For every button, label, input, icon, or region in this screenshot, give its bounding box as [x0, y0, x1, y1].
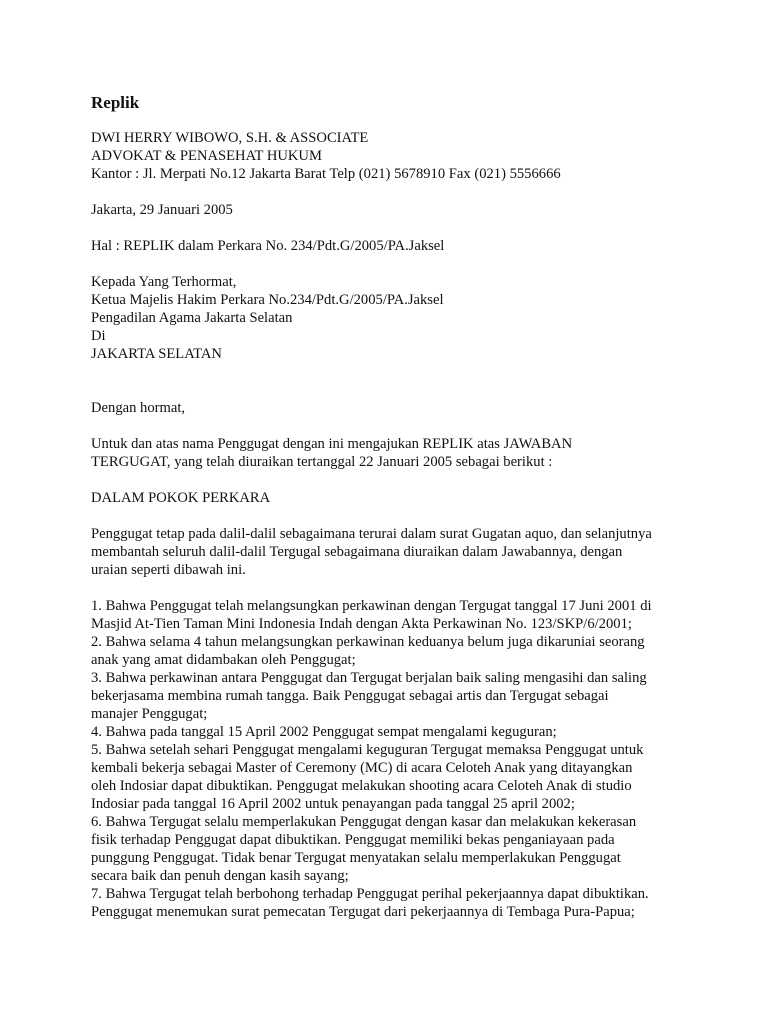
points-list	[91, 597, 731, 921]
recipient-line: Di	[91, 328, 106, 344]
opening-line: uraian seperti dibawah ini.	[91, 562, 246, 578]
recipient-line: JAKARTA SELATAN	[91, 346, 222, 362]
point-line: 2. Bahwa selama 4 tahun melangsungkan perkawinan keduanya belum juga dikaruniai seorang	[91, 634, 645, 650]
opening-paragraph	[91, 525, 731, 579]
letterhead	[91, 129, 731, 183]
point-line: 1. Bahwa Penggugat telah melangsungkan perkawinan dengan Tergugat tanggal 17 Juni 2001 di	[91, 598, 652, 614]
firm-address: Kantor : Jl. Merpati No.12 Jakarta Barat Telp (021) 5678910 Fax (021) 5556666	[91, 166, 561, 182]
section-heading: DALAM POKOK PERKARA	[91, 490, 271, 506]
intro-paragraph	[91, 435, 731, 471]
point-line: kembali bekerja sebagai Master of Ceremony (MC) di acara Celoteh Anak yang ditayangkan	[91, 760, 633, 776]
point-line: bekerjasama membina rumah tangga. Baik Penggugat sebagai artis dan Tergugat sebagai	[91, 688, 609, 704]
intro-line: Untuk dan atas nama Penggugat dengan ini mengajukan REPLIK atas JAWABAN	[91, 436, 573, 452]
recipient-line: Pengadilan Agama Jakarta Selatan	[91, 310, 293, 326]
point-line: Indosiar pada tanggal 16 April 2002 untuk penayangan pada tanggal 25 april 2002;	[91, 796, 575, 812]
point-line: oleh Indosiar dapat dibuktikan. Penggugat melakukan shooting acara Celoteh Anak di studio	[91, 778, 632, 794]
point-line: 5. Bahwa setelah sehari Penggugat mengalami keguguran Tergugat memaksa Penggugat untuk	[91, 742, 644, 758]
recipient-block	[91, 273, 731, 363]
letter-subject: Hal : REPLIK dalam Perkara No. 234/Pdt.G/2005/PA.Jaksel	[91, 238, 445, 254]
recipient-line: Kepada Yang Terhormat,	[91, 274, 237, 290]
point-line: Masjid At-Tien Taman Mini Indonesia Indah dengan Akta Perkawinan No. 123/SKP/6/2001;	[91, 616, 632, 632]
point-line: manajer Penggugat;	[91, 706, 208, 722]
point-line: secara baik dan penuh dengan kasih sayang;	[91, 868, 349, 884]
letter-date: Jakarta, 29 Januari 2005	[91, 202, 233, 218]
firm-profession: ADVOKAT & PENASEHAT HUKUM	[91, 148, 322, 164]
point-line: 4. Bahwa pada tanggal 15 April 2002 Penggugat sempat mengalami keguguran;	[91, 724, 557, 740]
opening-line: membantah seluruh dalil-dalil Tergugal sebagaimana diuraikan dalam Jawabannya, dengan	[91, 544, 623, 560]
document-title: Replik	[91, 93, 140, 112]
point-line: anak yang amat didambakan oleh Penggugat;	[91, 652, 356, 668]
point-line: 6. Bahwa Tergugat selalu memperlakukan Penggugat dengan kasar dan melakukan kekerasan	[91, 814, 637, 830]
firm-name: DWI HERRY WIBOWO, S.H. & ASSOCIATE	[91, 130, 369, 146]
point-line: 3. Bahwa perkawinan antara Penggugat dan Tergugat berjalan baik saling mengasihi dan saling	[91, 670, 647, 686]
document-page	[91, 93, 731, 921]
greeting: Dengan hormat,	[91, 400, 186, 416]
point-line: punggung Penggugat. Tidak benar Tergugat menyatakan selalu memperlakukan Penggugat	[91, 850, 621, 866]
opening-line: Penggugat tetap pada dalil-dalil sebagaimana terurai dalam surat Gugatan aquo, dan selanjutnya	[91, 526, 652, 542]
point-line: fisik terhadap Penggugat dapat dibuktikan. Penggugat memiliki bekas penganiayaan pada	[91, 832, 615, 848]
recipient-line: Ketua Majelis Hakim Perkara No.234/Pdt.G/2005/PA.Jaksel	[91, 292, 444, 308]
intro-line: TERGUGAT, yang telah diuraikan tertanggal 22 Januari 2005 sebagai berikut :	[91, 454, 553, 470]
point-line: Penggugat menemukan surat pemecatan Tergugat dari pekerjaannya di Tembaga Pura-Papua;	[91, 904, 635, 920]
point-line: 7. Bahwa Tergugat telah berbohong terhadap Penggugat perihal pekerjaannya dapat dibuktikan.	[91, 886, 649, 902]
